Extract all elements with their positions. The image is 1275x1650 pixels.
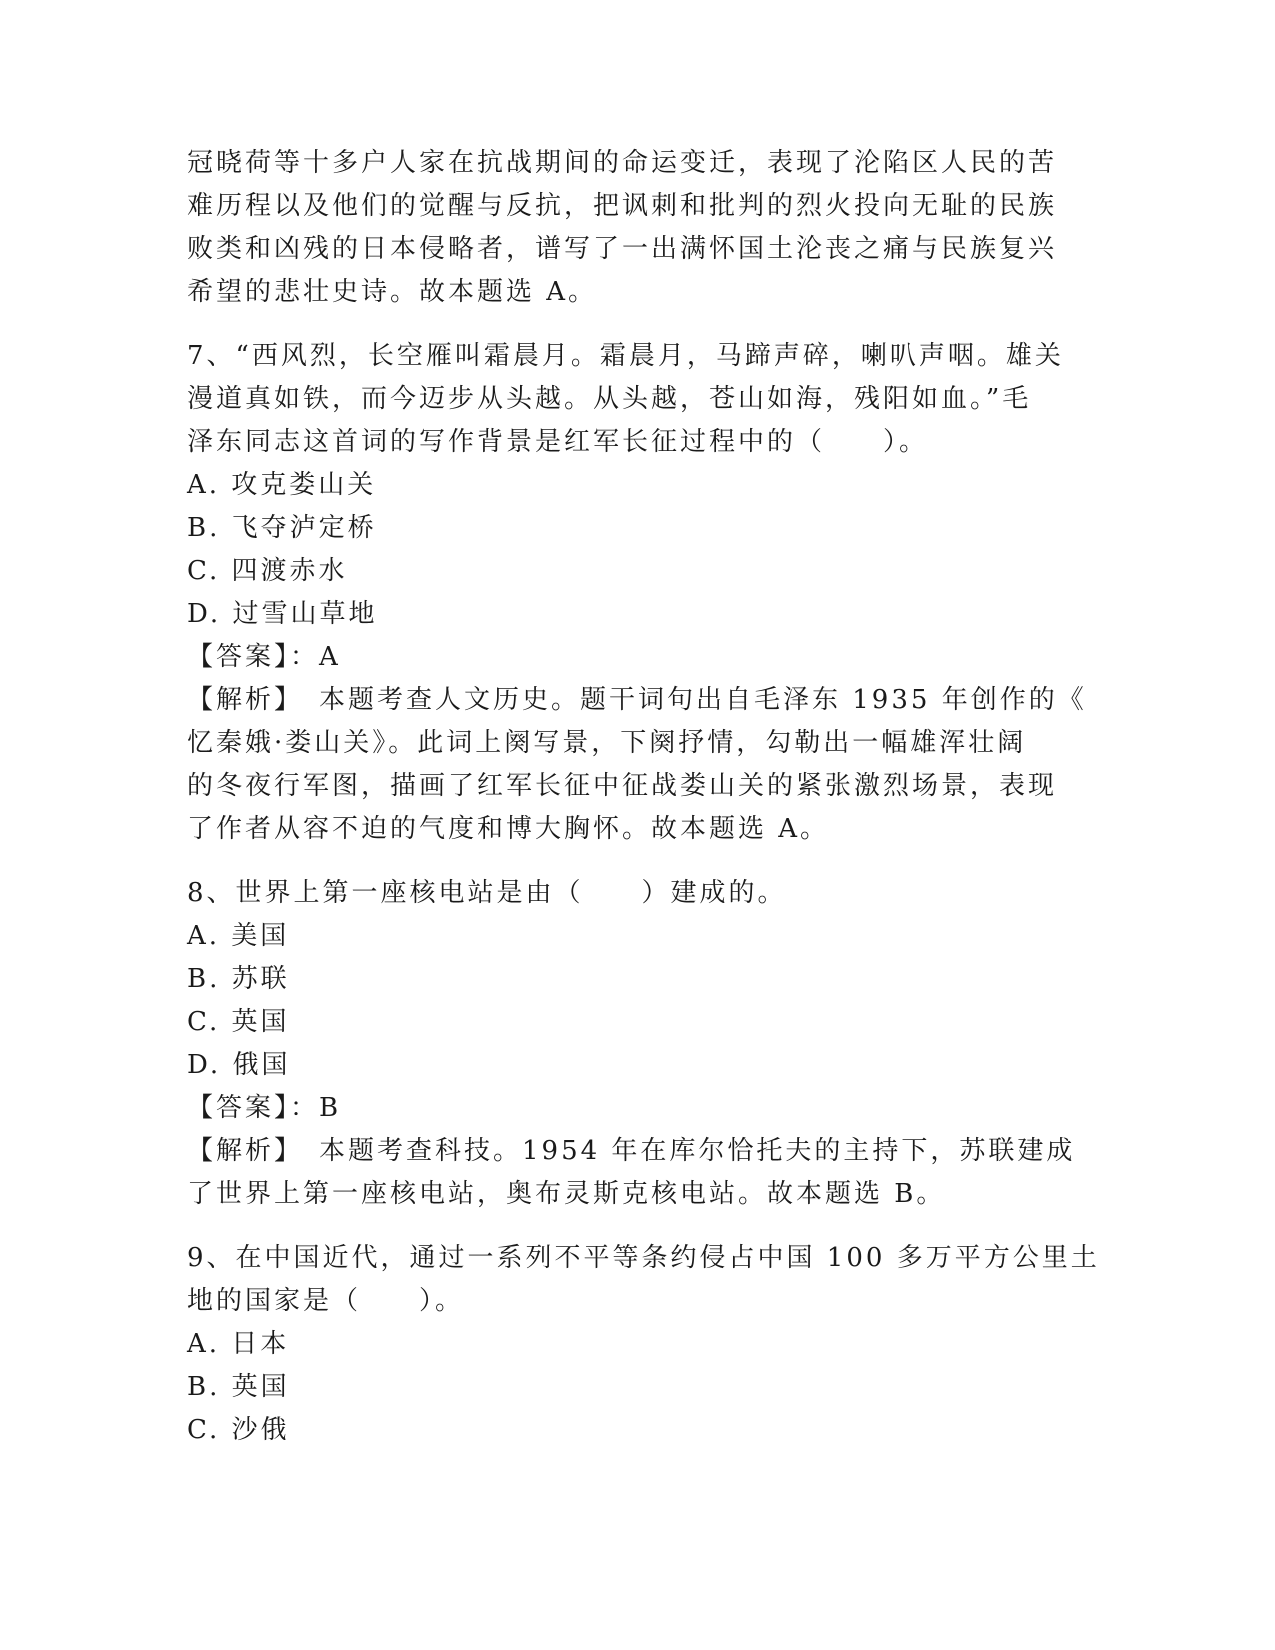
analysis-text: 【解析】 本题考查人文历史。题干词句出自毛泽东 1935 年创作的《 (187, 685, 1087, 715)
analysis-text: 忆秦娥·娄山关》。此词上阕写景，下阕抒情，勾勒出一幅雄浑壮阔 (187, 728, 1027, 758)
text-line: 希望的悲壮史诗。故本题选 A。 (187, 277, 598, 307)
answer: 【答案】：B (187, 1093, 342, 1123)
option-a: A. 美国 (187, 921, 290, 951)
intro-paragraph (187, 142, 1087, 314)
analysis-text: 【解析】 本题考查科技。1954 年在库尔恰托夫的主持下，苏联建成 (187, 1136, 1076, 1166)
question-text: 7、“西风烈，长空雁叫霜晨月。霜晨月，马蹄声碎，喇叭声咽。雄关 (187, 341, 1064, 371)
option-b: B. 英国 (187, 1372, 290, 1402)
question-text: 地的国家是（ ）。 (187, 1286, 465, 1316)
question-text: 漫道真如铁，而今迈步从头越。从头越，苍山如海，残阳如血。”毛 (187, 384, 1032, 414)
document-page (187, 142, 1100, 1452)
analysis-text: 的冬夜行军图，描画了红军长征中征战娄山关的紧张激烈场景，表现 (187, 771, 1058, 801)
question-text: 9、在中国近代，通过一系列不平等条约侵占中国 100 多万平方公里土 (187, 1243, 1100, 1273)
option-a: A. 日本 (187, 1329, 290, 1359)
option-a: A. 攻克娄山关 (187, 470, 377, 500)
option-c: C. 四渡赤水 (187, 556, 348, 586)
text-line: 冠晓荷等十多户人家在抗战期间的命运变迁，表现了沦陷区人民的苦 (187, 148, 1058, 178)
question-text: 泽东同志这首词的写作背景是红军长征过程中的（ ）。 (187, 427, 929, 457)
question-9 (187, 1237, 1100, 1452)
question-8 (187, 872, 1087, 1216)
option-c: C. 英国 (187, 1007, 290, 1037)
option-b: B. 苏联 (187, 964, 290, 994)
question-text: 8、世界上第一座核电站是由（ ）建成的。 (187, 878, 787, 908)
text-line: 难历程以及他们的觉醒与反抗，把讽刺和批判的烈火投向无耻的民族 (187, 191, 1058, 221)
option-d: D. 俄国 (187, 1050, 291, 1080)
question-7 (187, 335, 1087, 851)
option-b: B. 飞夺泸定桥 (187, 513, 377, 543)
option-d: D. 过雪山草地 (187, 599, 378, 629)
option-c: C. 沙俄 (187, 1415, 290, 1445)
text-line: 败类和凶残的日本侵略者，谱写了一出满怀国土沦丧之痛与民族复兴 (187, 234, 1058, 264)
answer: 【答案】：A (187, 642, 341, 672)
analysis-text: 了作者从容不迫的气度和博大胸怀。故本题选 A。 (187, 814, 830, 844)
analysis-text: 了世界上第一座核电站，奥布灵斯克核电站。故本题选 B。 (187, 1179, 946, 1209)
